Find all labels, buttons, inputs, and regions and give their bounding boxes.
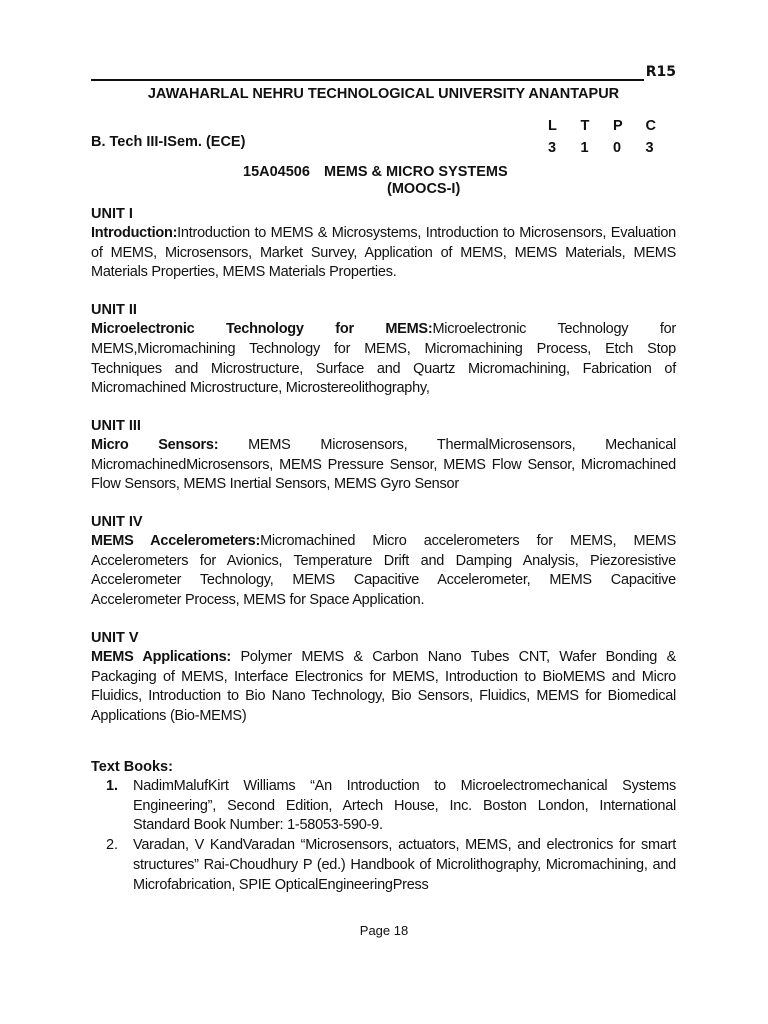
ltpc-table [548, 118, 678, 162]
course-code: 15A04506 [243, 164, 310, 180]
textbook-item [91, 836, 676, 895]
unit-title: UNIT V [91, 629, 139, 646]
unit-text: Micromachined Micro accelerometers for MEMS, MEMS Accelerometers for Avionics, Temperature Drift and Damping Analysis, Piezoresistive Accelerometer Technology, MEMS Capacitive Accelerometer, MEMS Capacitive Accelerometer Process, MEMS for Space Application. [91, 533, 676, 609]
university-name: JAWAHARLAL NEHRU TECHNOLOGICAL UNIVERSITY ANANTAPUR [147, 86, 620, 102]
textbooks-section [91, 758, 676, 895]
textbook-number: 1. [105, 778, 119, 794]
unit-description [91, 648, 676, 727]
unit-title: UNIT IV [91, 514, 143, 531]
ltpc-value: 0 [613, 140, 622, 156]
unit-lead: MEMS Accelerometers: [91, 533, 261, 550]
unit-description [91, 320, 676, 399]
textbook-item [91, 777, 676, 836]
unit-description [91, 436, 676, 495]
page-number: Page 18 [359, 923, 409, 938]
header-rule [91, 79, 644, 81]
textbook-text: Varadan, V KandVaradan “Microsensors, actuators, MEMS, and electronics for smart structures” Rai-Choudhury P (ed.) Handbook of Microlithography, Micromachining, and Microfabrication, SPIE OpticalEngineeringPress [133, 837, 676, 893]
semester-label: B. Tech III-ISem. (ECE) [91, 134, 246, 150]
ltpc-label: C [645, 118, 656, 134]
ltpc-label: L [548, 118, 557, 134]
course-subtitle: (MOOCS-I) [387, 181, 461, 197]
ltpc-label: T [580, 118, 590, 134]
textbook-text: NadimMalufKirt Williams “An Introduction to Microelectromechanical Systems Engineering”, Second Edition, Artech House, Inc. Boston London, International Standard Book Number: 1-58053-590-9. [133, 778, 676, 834]
unit-block [91, 301, 676, 399]
unit-text: MEMS Microsensors, ThermalMicrosensors, Mechanical MicromachinedMicrosensors, MEMS Pressure Sensor, MEMS Flow Sensor, Micromachined Flow Sensors, MEMS Inertial Sensors, MEMS Gyro Sensor [91, 436, 677, 493]
ltpc-value: 1 [580, 140, 589, 156]
textbook-number: 2. [105, 837, 119, 854]
unit-title: UNIT III [91, 417, 141, 434]
unit-description [91, 224, 676, 283]
header-line [91, 64, 676, 82]
course-heading [91, 164, 676, 197]
unit-lead: Microelectronic Technology for MEMS: [91, 321, 433, 338]
unit-lead: Introduction: [91, 225, 178, 241]
units-section [91, 205, 676, 745]
unit-lead: Micro Sensors: [91, 436, 219, 453]
ltpc-value: 3 [548, 140, 557, 156]
unit-title: UNIT I [91, 206, 133, 222]
unit-block [91, 205, 676, 283]
unit-text: Introduction to MEMS & Microsystems, Introduction to Microsensors, Evaluation of MEMS, Microsensors, Market Survey, Application of MEMS, MEMS Materials, MEMS Materials Properties, MEMS Materials Properties. [91, 225, 676, 281]
ltpc-labels-row [548, 118, 678, 140]
ltpc-label: P [613, 118, 623, 134]
textbooks-title: Text Books: [91, 759, 173, 775]
unit-block [91, 417, 676, 495]
regulation-code: R15 [645, 64, 676, 80]
ltpc-value: 3 [645, 140, 654, 156]
unit-title: UNIT II [91, 302, 137, 319]
unit-text: Polymer MEMS & Carbon Nano Tubes CNT, Wafer Bonding & Packaging of MEMS, Interface Electronics for MEMS, Introduction to BioMEMS and Micro Fluidics, Introduction to Bio Nano Technology, Bio Sensors, Fluidics, MEMS for Biomedical Applications (Bio-MEMS) [91, 648, 676, 724]
unit-text: Microelectronic Technology for MEMS,Micromachining Technology for MEMS, Micromachining Process, Etch Stop Techniques and Microstructure, Surface and Quartz Micromachining, Fabrication of Micromachined Microstructure, Microstereolithography, [91, 321, 676, 397]
unit-lead: MEMS Applications: [91, 648, 232, 665]
unit-description [91, 532, 676, 611]
unit-block [91, 513, 676, 611]
ltpc-values-row [548, 140, 678, 162]
course-title: MEMS & MICRO SYSTEMS [324, 164, 508, 180]
unit-block [91, 629, 676, 727]
